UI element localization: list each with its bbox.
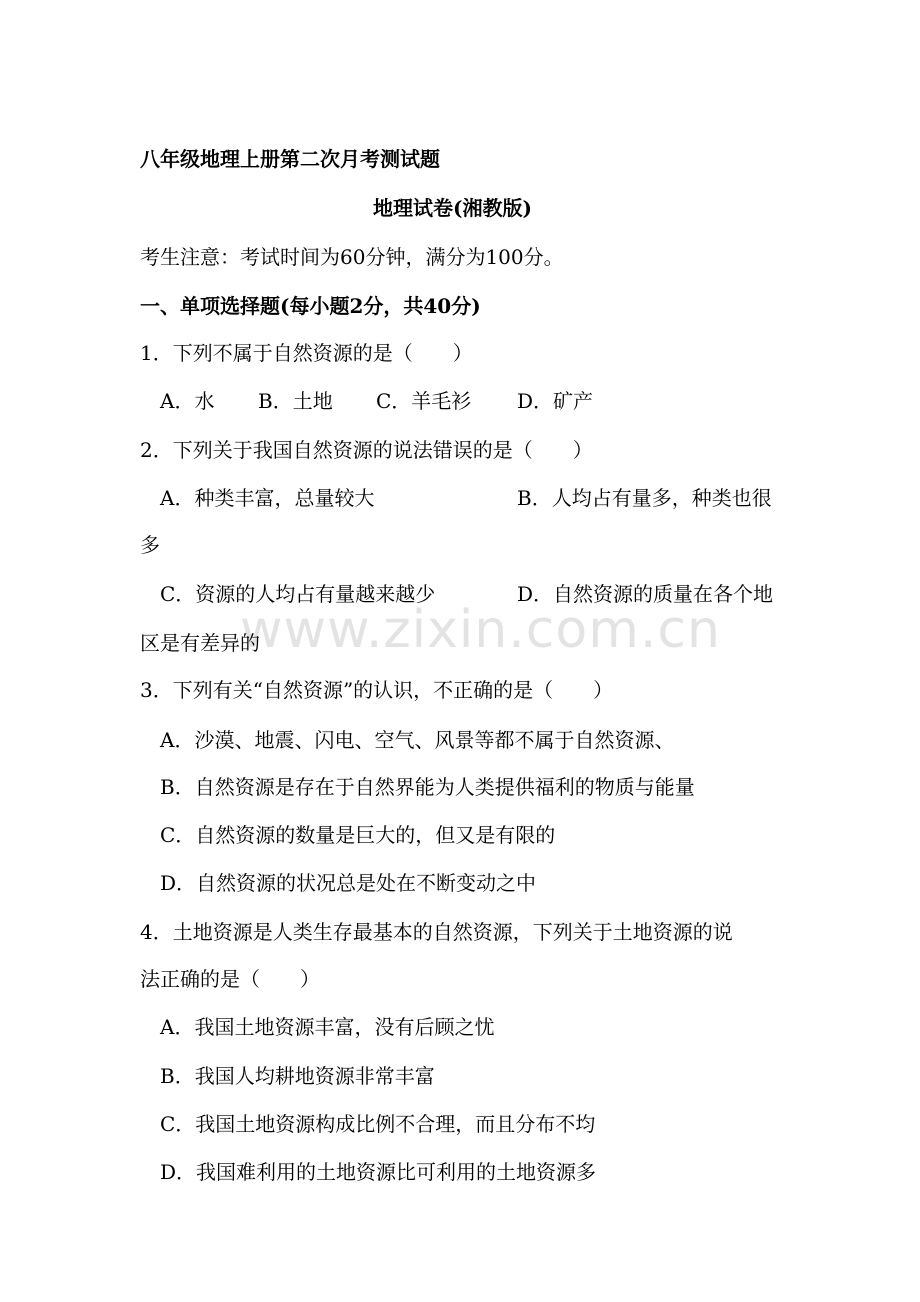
watermark: www.zixin.com.cn: [240, 600, 721, 660]
q1-option-b: B．土地: [258, 389, 333, 413]
q4-option-a: A．我国土地资源丰富，没有后顾之忧: [160, 1015, 495, 1039]
q4-option-d: D．我国难利用的土地资源比可利用的土地资源多: [160, 1160, 597, 1184]
q2-option-d: D．自然资源的质量在各个地: [517, 582, 774, 606]
exam-notice: 考生注意：考试时间为60分钟，满分为100分。: [140, 245, 564, 269]
exam-subtitle: 地理试卷(湘教版): [373, 196, 532, 220]
q2-option-b-cont: 多: [140, 533, 160, 557]
question-1-stem: 1．下列不属于自然资源的是（ ）: [140, 341, 473, 365]
q3-option-c: C．自然资源的数量是巨大的，但又是有限的: [160, 823, 556, 847]
q2-option-a: A．种类丰富，总量较大: [160, 486, 375, 510]
q2-option-c: C．资源的人均占有量越来越少: [160, 582, 436, 606]
q3-option-b: B．自然资源是存在于自然界能为人类提供福利的物质与能量: [160, 775, 695, 799]
q2-option-b: B．人均占有量多，种类也很: [517, 486, 772, 510]
q3-option-d: D．自然资源的状况总是处在不断变动之中: [160, 871, 537, 895]
q1-option-d: D．矿产: [517, 389, 594, 413]
question-4-stem-cont: 法正确的是（ ）: [140, 967, 320, 991]
q1-option-a: A．水: [160, 389, 215, 413]
q2-option-d-cont: 区是有差异的: [140, 631, 260, 655]
q3-option-a: A．沙漠、地震、闪电、空气、风景等都不属于自然资源、: [160, 728, 675, 752]
q4-option-b: B．我国人均耕地资源非常丰富: [160, 1064, 435, 1088]
section-heading: 一、单项选择题(每小题2分，共40分): [140, 294, 481, 318]
q1-option-c: C．羊毛衫: [376, 389, 472, 413]
q4-option-c: C．我国土地资源构成比例不合理，而且分布不均: [160, 1112, 596, 1136]
exam-title: 八年级地理上册第二次月考测试题: [140, 147, 440, 171]
question-4-stem: 4．土地资源是人类生存最基本的自然资源，下列关于土地资源的说: [140, 920, 733, 944]
question-2-stem: 2．下列关于我国自然资源的说法错误的是（ ）: [140, 438, 593, 462]
question-3-stem: 3．下列有关“自然资源”的认识，不正确的是（ ）: [140, 678, 614, 702]
